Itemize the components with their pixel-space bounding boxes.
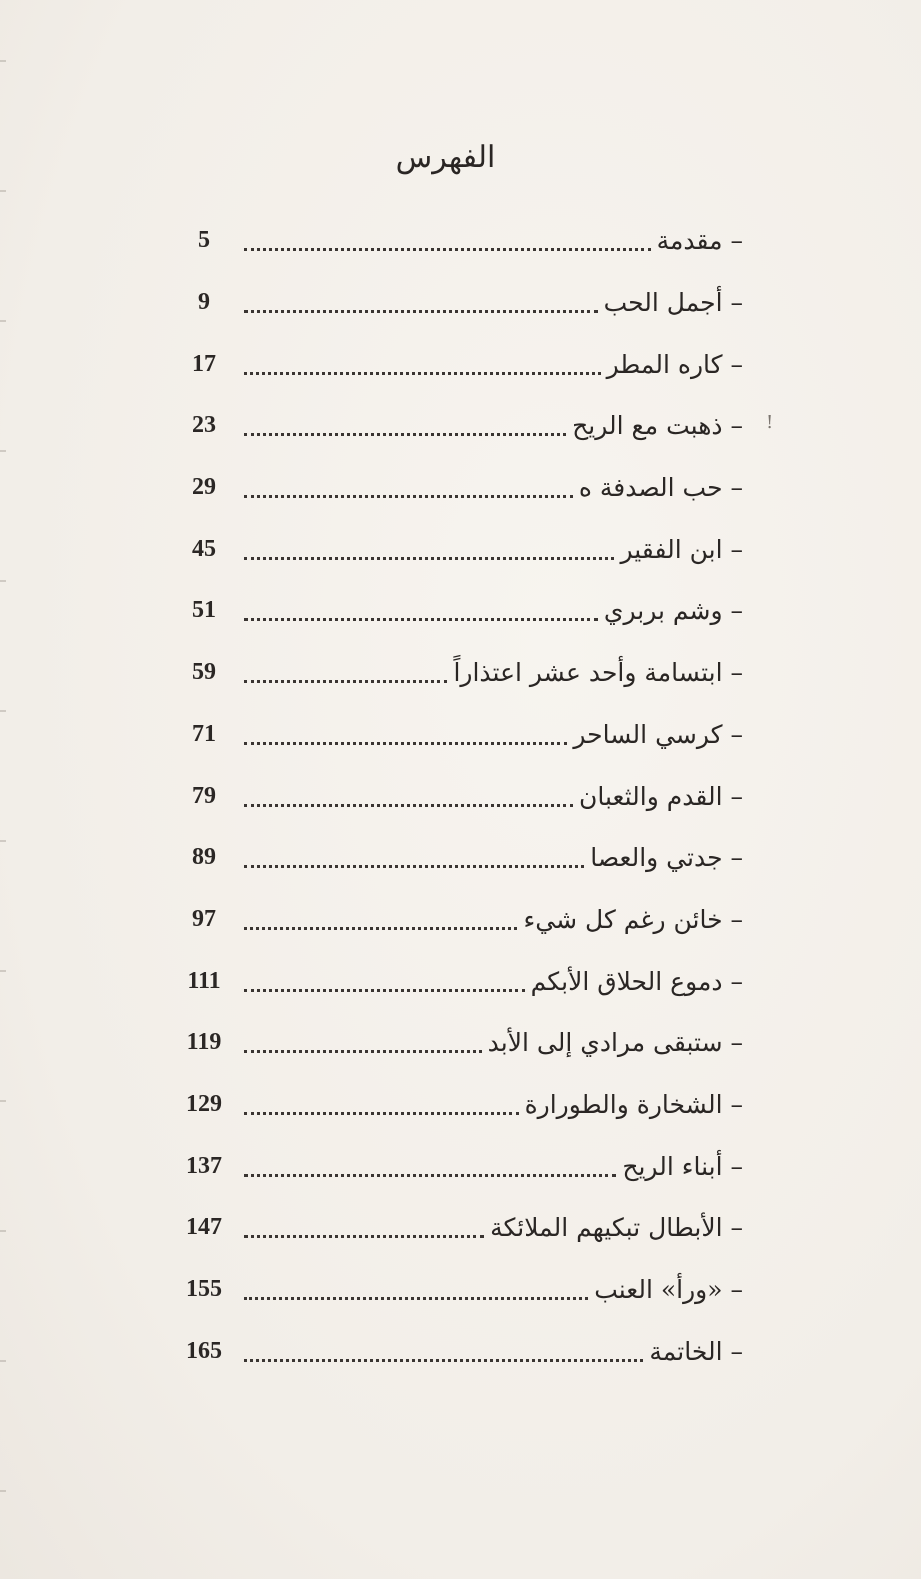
toc-entry-title: – جدتي والعصا — [590, 843, 743, 873]
toc-leader-dots — [244, 433, 566, 436]
toc-entry-title: – دموع الحلاق الأبكم — [530, 966, 743, 996]
toc-entry-title: – ابن الفقير — [620, 534, 743, 564]
toc-leader-dots — [244, 1235, 484, 1238]
toc-row — [178, 1074, 743, 1136]
toc-leader-dots — [244, 1359, 643, 1362]
toc-leader-dots — [244, 495, 573, 498]
toc-row — [178, 704, 743, 766]
toc-leader-dots — [244, 618, 598, 621]
toc-leader-dots — [244, 1297, 588, 1300]
toc-row — [178, 827, 743, 889]
toc-page-number: 17 — [192, 350, 216, 377]
toc-entry-title: – القدم والثعبان — [579, 781, 743, 811]
toc-entry-title: – الشخارة والطورارة — [524, 1089, 743, 1119]
toc-page-number: 119 — [186, 1029, 222, 1056]
toc-row — [178, 210, 743, 272]
toc-page-number: 155 — [186, 1276, 222, 1303]
toc-page-number: 111 — [187, 967, 221, 994]
toc-row — [178, 950, 743, 1012]
toc-entry-title: – ذهبت مع الريح — [572, 411, 743, 441]
toc-page-number: 9 — [198, 289, 210, 316]
toc-row — [178, 1197, 743, 1259]
toc-page-number: 71 — [192, 720, 216, 747]
toc-page-number: 29 — [192, 474, 216, 501]
toc-page-number: 51 — [192, 597, 216, 624]
toc-row — [178, 457, 743, 519]
toc-entry-title: – ابتسامة وأحد عشر اعتذاراً — [453, 658, 743, 688]
toc-leader-dots — [244, 372, 601, 375]
toc-row — [178, 1259, 743, 1321]
toc-entry-title: – مقدمة — [656, 226, 743, 256]
toc-entry-title: – خائن رغم كل شيء — [523, 904, 743, 934]
table-of-contents — [178, 210, 743, 1382]
toc-page-number: 129 — [186, 1090, 222, 1117]
toc-row — [178, 333, 743, 395]
toc-entry-title: – ستبقى مرادي إلى الأبد — [487, 1028, 743, 1058]
toc-entry-title: – كرسي الساحر — [573, 719, 743, 749]
toc-page-number: 79 — [192, 782, 216, 809]
toc-leader-dots — [244, 557, 614, 560]
toc-leader-dots — [244, 680, 447, 683]
toc-page-number: 5 — [198, 227, 210, 254]
toc-entry-title: – الأبطال تبكيهم الملائكة — [490, 1213, 743, 1243]
toc-row — [178, 765, 743, 827]
toc-page-number: 59 — [192, 659, 216, 686]
toc-row — [178, 889, 743, 951]
toc-leader-dots — [244, 248, 651, 251]
margin-mark: ! — [766, 412, 774, 433]
toc-leader-dots — [244, 989, 525, 992]
toc-page-number: 147 — [186, 1214, 222, 1241]
toc-page-number: 23 — [192, 412, 216, 439]
toc-row — [178, 580, 743, 642]
toc-leader-dots — [244, 1050, 482, 1053]
toc-row — [178, 518, 743, 580]
toc-page-number: 45 — [192, 535, 216, 562]
toc-entry-title: – كاره المطر — [606, 349, 743, 379]
toc-entry-title: – أبناء الريح — [622, 1151, 743, 1181]
toc-row — [178, 642, 743, 704]
toc-leader-dots — [244, 742, 567, 745]
toc-entry-title: – «ورأ» العنب — [594, 1275, 743, 1305]
toc-leader-dots — [244, 1174, 616, 1177]
toc-leader-dots — [244, 310, 598, 313]
page-edge-binding — [0, 0, 6, 1579]
toc-leader-dots — [244, 865, 584, 868]
toc-leader-dots — [244, 927, 517, 930]
toc-page-number: 97 — [192, 905, 216, 932]
toc-row — [178, 1012, 743, 1074]
toc-row — [178, 272, 743, 334]
toc-leader-dots — [244, 1112, 519, 1115]
toc-entry-title: – أجمل الحب — [603, 288, 743, 318]
toc-page-number: 89 — [192, 844, 216, 871]
page-title: الفهرس — [395, 140, 496, 175]
toc-entry-title: – حب الصدفة ه — [578, 473, 743, 503]
toc-entry-title: – الخاتمة — [649, 1336, 743, 1366]
toc-page-number: 137 — [186, 1152, 222, 1179]
toc-row — [178, 1135, 743, 1197]
toc-row — [178, 395, 743, 457]
toc-entry-title: – وشم بربري — [603, 596, 743, 626]
toc-row — [178, 1320, 743, 1382]
toc-page-number: 165 — [186, 1337, 222, 1364]
toc-leader-dots — [244, 804, 573, 807]
